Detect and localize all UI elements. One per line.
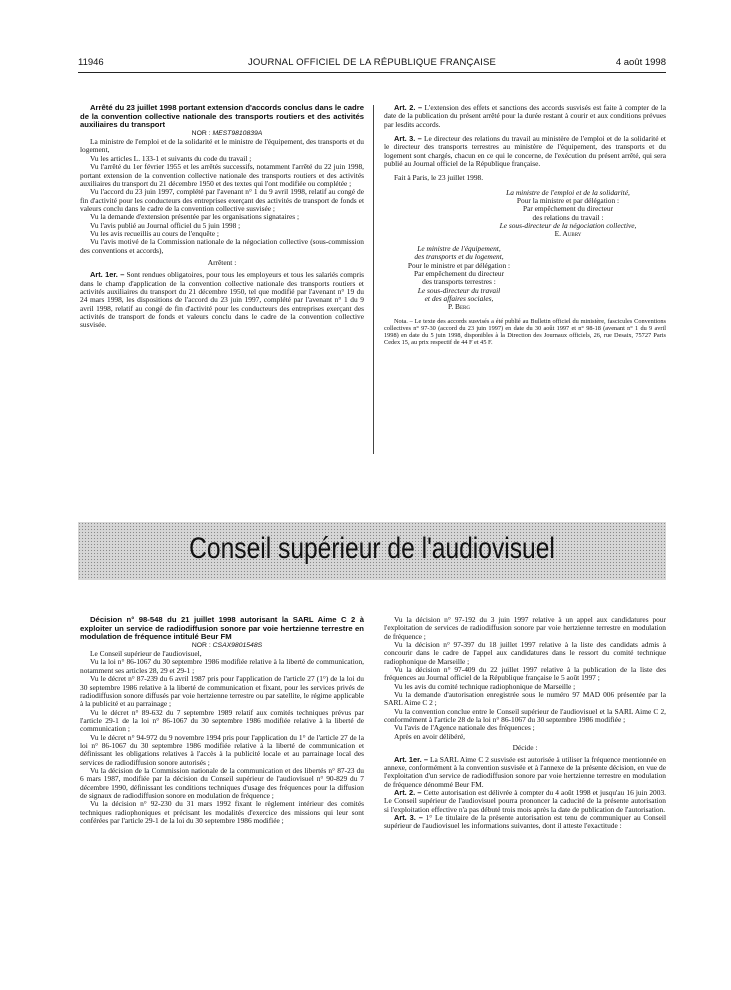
section-banner-title: Conseil supérieur de l'audiovisuel	[189, 532, 555, 565]
arrete-para: Vu l'arrêté du 1er février 1955 et les arrêtés successifs, notamment l'arrêté du 22 juin 1998, portant extension de la convention collective nationale des transports routiers et des activités auxiliaires du transport du 21 décembre 1950 et des textes qui l'ont modifiée ou complétée ;	[80, 162, 364, 188]
arrete-article-1	[80, 271, 364, 329]
signatory-name: E. Aubry	[554, 229, 582, 239]
publication-date: 4 août 1998	[615, 57, 666, 68]
article-text: 1° Le titulaire de la présente autorisation est tenu de communiquer au Conseil supérieur de l'audiovisuel les informations suivantes, dont il atteste l'exactitude :	[384, 812, 666, 831]
decide-heading: Décide :	[512, 743, 538, 753]
fait-a-paris: Fait à Paris, le 23 juillet 1998.	[394, 173, 484, 183]
decision-para: Vu la demande d'autorisation enregistrée sous le numéro 97 MAD 006 présentée par la SARL Aime C 2 ;	[384, 690, 666, 708]
decision-para: Vu la décision de la Commission nationale de la communication et des libertés n° 87-23 du 6 mars 1987, modifiée par la décision du Conseil supérieur de l'audiovisuel n° 90-829 du 7 décembre 1990, définissant les conditions techniques d'usage des fréquences pour la diffusion de signaux de radiodiffusion sonore en modulation de fréquence ;	[80, 765, 364, 800]
article-label: Art. 2. –	[394, 787, 422, 797]
signature-line: Pour la ministre et par délégation :	[516, 196, 620, 206]
arrete-right-column	[384, 104, 666, 346]
article-text: La SARL Aime C 2 susvisée est autorisée à utiliser la fréquence mentionnée en annexe, conformément à la convention susvisée et à l'annexe de la présente décision, en vue de l'exploitation d'un service de radiodiffusion sonore par voie hertzienne terrestre en modulation de fréquence dénommé Beur FM.	[384, 754, 667, 789]
signature-line: des relations du travail :	[532, 212, 604, 222]
article-text: L'extension des effets et sanctions des accords susvisés est faite à compter de la date de la publication du présent arrêté pour la durée restant à courir et aux conditions prévues par lesdits accords.	[384, 103, 666, 129]
decision-para: Vu la convention conclue entre le Conseil supérieur de l'audiovisuel et la SARL Aime C 2, conformément à l'article 28 de la loi n° 86-1067 du 30 septembre 1986 modifiée ;	[384, 706, 666, 725]
nor-label: NOR :	[191, 129, 211, 137]
decision-article-3	[384, 814, 666, 831]
decision-left-column	[80, 616, 364, 825]
signature-line: des transports terrestres :	[422, 277, 496, 287]
article-label: Art. 3. –	[394, 134, 422, 144]
signature-block-1	[384, 189, 666, 239]
arrete-para: Vu l'accord du 23 juin 1997, complété par l'avenant n° 1 du 9 avril 1998, relatif au congé de fin d'activité pour les conducteurs des entreprises exerçant des activités de transport de fonds et valeurs conclu dans le cadre de la convention collective susvisée ;	[80, 187, 364, 213]
decision-article-1	[384, 756, 666, 789]
signatory-name: P. Berg	[448, 302, 470, 312]
arrete-para: Vu l'avis motivé de la Commission nationale de la négociation collective (sous-commission des conventions et accords),	[80, 237, 364, 255]
article-label: Art. 1er. –	[90, 270, 125, 280]
arrete-para: La ministre de l'emploi et de la solidarité et le ministre de l'équipement, des transports et du logement,	[80, 137, 364, 155]
arrete-left-column	[80, 104, 364, 330]
arrete-title: Arrêté du 23 juillet 1998 portant extension d'accords conclus dans le cadre de la convention collective nationale des transports routiers et des activités auxiliaires du transport	[80, 103, 364, 130]
section-banner	[78, 522, 666, 580]
decision-para: Vu l'avis de l'Agence nationale des fréquences ;	[394, 723, 535, 733]
arrete-para: Vu les articles L. 133-1 et suivants du code du travail ;	[90, 153, 252, 163]
decision-para: Vu le décret n° 89-632 du 7 septembre 1989 relatif aux comités techniques prévus par l'article 29-1 de la loi n° 86-1067 du 30 septembre 1986 modifiée relative à la liberté de communication ;	[80, 707, 364, 734]
article-text: Sont rendues obligatoires, pour tous les employeurs et tous les salariés compris dans le champ d'application de la convention collective nationale des transports routiers et activités auxiliaires du transport du 21 décembre 1950, tel que modifié par l'avenant n° 19 du 24 mars 1998, les dispositions de l'accord du 23 juin 1997, complété par l'avenant n° 1 du 9 avril 1998, relatif au congé de fin d'activité pour les conducteurs des entreprises exerçant des activités de transport de fonds et valeurs conclu dans le cadre de la convention collective susvisée.	[80, 270, 364, 330]
journal-title: JOURNAL OFFICIEL DE LA RÉPUBLIQUE FRANÇAISE	[247, 57, 497, 68]
nor-code: CSAX9801548S	[212, 641, 263, 649]
signature-line: La ministre de l'emploi et de la solidarité,	[506, 187, 630, 197]
decision-right-column	[384, 616, 666, 831]
arrete-article-3	[384, 135, 666, 168]
nor-label: NOR :	[191, 641, 211, 649]
article-label: Art. 1er. –	[394, 754, 428, 764]
signature-line: et des affaires sociales,	[424, 293, 494, 303]
decision-para: Vu la décision n° 92-230 du 31 mars 1992 fixant le règlement intérieur des comités techniques radiophoniques et précisant les modalités d'exercice des missions qui leur sont conférées par l'article 29-1 de la loi du 30 septembre 1986 modifiée ;	[80, 799, 364, 825]
header-rule	[78, 72, 666, 73]
decision-para: Vu les avis du comité technique radiophonique de Marseille ;	[394, 681, 576, 691]
arrete-para: Vu les avis recueillis au cours de l'enquête ;	[90, 228, 219, 238]
article-text: Le directeur des relations du travail au ministère de l'emploi et de la solidarité et le directeur des transports terrestres au ministère de l'équipement, des transports et du logement sont chargés, chacun en ce qui le concerne, de l'exécution du présent arrêté, qui sera publié au Journal officiel de la République française.	[384, 134, 666, 169]
article-label: Art. 2. –	[394, 103, 423, 112]
page-header	[78, 57, 666, 71]
signature-line: Le sous-directeur de la négociation collective,	[499, 221, 637, 231]
decision-para: Vu la décision n° 97-409 du 22 juillet 1997 relative à la publication de la liste des fréquences au Journal officiel de la République française le 5 août 1997 ;	[384, 665, 666, 683]
signature-block-2	[384, 245, 534, 312]
article-label: Art. 3. –	[394, 812, 423, 822]
signature-line: Le ministre de l'équipement,	[417, 243, 501, 253]
column-separator	[373, 105, 374, 454]
decision-para: Le Conseil supérieur de l'audiovisuel,	[90, 649, 202, 659]
arrete-para: Vu la demande d'extension présentée par les organisations signataires ;	[90, 212, 300, 222]
page-number: 11946	[78, 57, 104, 68]
nor-code: MEST9810839A	[212, 129, 263, 137]
decision-para: Après en avoir délibéré,	[394, 731, 466, 741]
decision-para: Vu la décision n° 97-192 du 3 juin 1997 relative à un appel aux candidatures pour l'exploitation de services de radiodiffusion sonore par voie hertzienne terrestre en modulation de fréquence ;	[384, 615, 666, 641]
decision-para: Vu la loi n° 86-1067 du 30 septembre 1986 modifiée relative à la liberté de communication, notamment ses articles 28, 29 et 29-1 ;	[80, 657, 364, 675]
article-text: Cette autorisation est délivrée à compter du 4 août 1998 et jusqu'au 16 juin 2003. Le Conseil supérieur de l'audiovisuel pourra prononcer la caducité de la présente autorisation si l'exploitation effective n'a pas débuté trois mois après la date de publication de l'autorisation.	[384, 787, 666, 814]
signature-line: Par empêchement du directeur	[522, 204, 614, 214]
signature-line: Le sous-directeur du travail	[417, 285, 501, 295]
decision-para: Vu la décision n° 97-397 du 18 juillet 1997 relative à la liste des candidats admis à concourir dans le cadre de l'appel aux candidatures dans le ressort du comité technique radiophonique de Marseille ;	[384, 640, 666, 666]
signature-line: Par empêchement du directeur	[413, 268, 505, 278]
decision-article-2	[384, 789, 666, 814]
arrete-article-2	[384, 104, 666, 129]
arretent-heading: Arrêtent :	[207, 257, 237, 267]
signature-line: des transports et du logement,	[414, 252, 504, 262]
nota-footnote: Nota. – Le texte des accords susvisés a été publié au Bulletin officiel du ministère, fascicules Conventions collectives n° 97-30 (accord du 23 juin 1997) en date du 30 août 1997 et n° 98-18 (avenant n° 1 du 9 avril 1998) en date du 5 juin 1998, disponibles à la Direction des Journaux officiels, 26, rue Desaix, 75727 Paris Cedex 15, au prix respectif de 44 F et 45 F.	[384, 317, 666, 347]
decision-title: Décision n° 98-548 du 21 juillet 1998 autorisant la SARL Aime C 2 à exploiter un service de radiodiffusion sonore par voie hertzienne terrestre en modulation de fréquence intitulé Beur FM	[80, 615, 364, 642]
arrete-para: Vu l'avis publié au Journal officiel du 5 juin 1998 ;	[90, 220, 241, 230]
signature-line: Pour le ministre et par délégation :	[407, 260, 511, 270]
decision-para: Vu le décret n° 87-239 du 6 avril 1987 pris pour l'application de l'article 27 (1°) de la loi du 30 septembre 1986 relative à la liberté de communication et fixant, pour les services privés de radiodiffusion sonore diffusés par voie hertzienne terrestre ou par satellite, le régime applicable à la publicité et au parrainage ;	[80, 674, 364, 709]
decision-para: Vu le décret n° 94-972 du 9 novembre 1994 pris pour l'application du 1° de l'article 27 de la loi n° 86-1067 du 30 septembre 1986 modifiée relative à la liberté de communication et définissant les obligations relatives à l'accès à la publicité locale et au parrainage local des services de radiodiffusion sonore autorisés ;	[80, 732, 364, 767]
